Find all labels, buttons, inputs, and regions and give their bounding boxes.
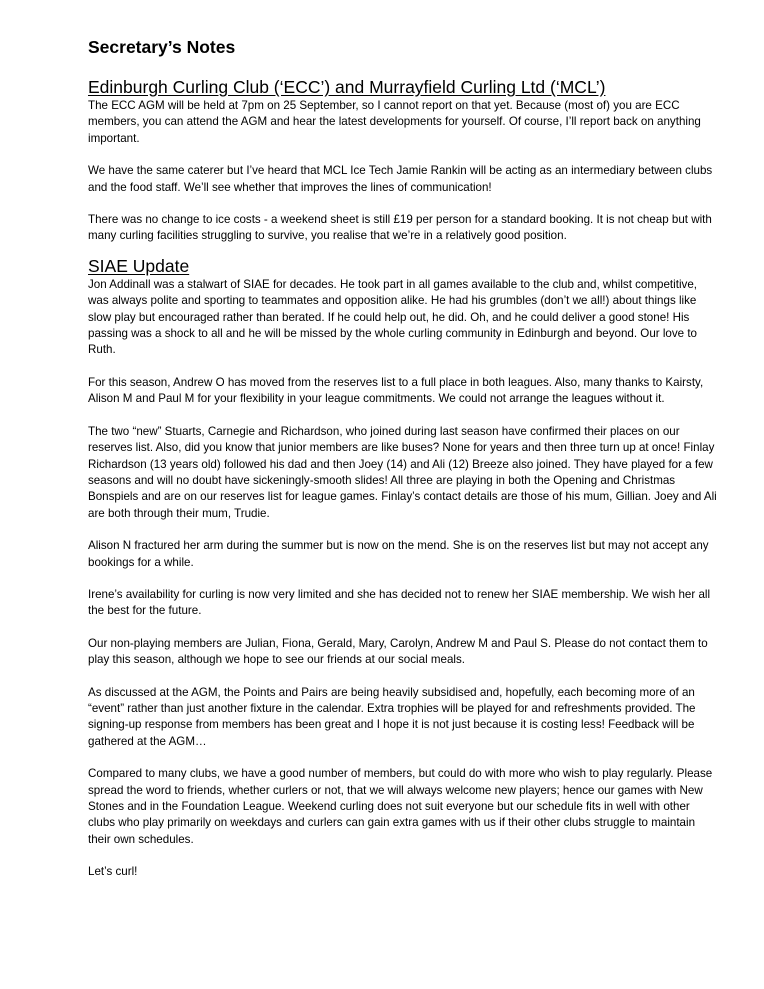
paragraph-gap [88, 408, 718, 424]
section-heading-siae-update: SIAE Update [88, 255, 190, 276]
paragraph-gap [88, 620, 718, 636]
paragraph-gap [88, 848, 718, 864]
paragraph-jon-addinall: Jon Addinall was a stalwart of SIAE for decades. He took part in all games available to the club and, whilst competitive, was always polite and sporting to teammates and opposition alike. He had his grumbles (don’t we all!) about things like slow play but encouraged rather than berated. If he could help out, he did. Oh, and he could deliver a good stone! His passing was a shock to all and he will be missed by the whole curling community in Edinburgh and beyond. Our love to Ruth. [88, 277, 698, 357]
paragraph-gap [88, 147, 718, 163]
paragraph-gap [88, 359, 718, 375]
paragraph-sign-off: Let’s curl! [88, 865, 138, 879]
section-gap [88, 245, 718, 255]
paragraph-gap [88, 750, 718, 766]
paragraph-recruitment: Compared to many clubs, we have a good number of members, but could do with more who wish to play regularly. Please spread the word to friends, whether curlers or not, that we will always welcome new players; hence our games with New Stones and in the Foundation League. Weekend curling does not suit everyone but our schedule fits in well with other clubs who play primarily on weekdays and curlers can gain extra games with us if their other clubs struggle to maintain their own schedules. [88, 767, 713, 846]
paragraph-andrew-o: For this season, Andrew O has moved from the reserves list to a full place in both leagues. Also, many thanks to Kairsty, Alison M and Paul M for your flexibility in your league commitments. We could not arrange the leagues without it. [88, 375, 704, 406]
paragraph-new-members: The two “new” Stuarts, Carnegie and Richardson, who joined during last season have confirmed their places on our reserves list. Also, did you know that junior members are like buses? None for years and then three turn up at once! Finlay Richardson (13 years old) followed his dad and then Joey (14) and Ali (12) Breeze also joined. They have played for a few seasons and will no doubt have sickeningly-smooth slides! All three are playing in both the Opening and Christmas Bonspiels and are on our reserves list for league games. Finlay’s contact details are those of his mum, Gillian. Joey and Ali are both through their mum, Trudie. [88, 424, 717, 520]
paragraph-gap [88, 571, 718, 587]
page-title: Secretary’s Notes [88, 37, 236, 57]
paragraph-alison-n: Alison N fractured her arm during the summer but is now on the mend. She is on the reserves list but may not accept any bookings for a while. [88, 539, 709, 569]
document-page [88, 36, 718, 881]
paragraph-gap [88, 522, 718, 538]
paragraph-points-pairs: As discussed at the AGM, the Points and Pairs are being heavily subsidised and, hopefully, each becoming more of an “event” rather than just another fixture in the calendar. Extra trophies will be played for and refreshments provided. The signing-up response from members has been great and I hope it is not just because it is costing less! Feedback will be gathered at the AGM… [88, 685, 696, 748]
paragraph-ice-costs: There was no change to ice costs - a weekend sheet is still £19 per person for a standard booking. It is not cheap but with many curling facilities struggling to survive, you realise that we’re in a relatively good position. [88, 213, 712, 243]
section-heading-ecc-mcl: Edinburgh Curling Club (‘ECC’) and Murrayfield Curling Ltd (‘MCL’) [88, 77, 606, 97]
paragraph-non-playing: Our non-playing members are Julian, Fiona, Gerald, Mary, Carolyn, Andrew M and Paul S. Please do not contact them to play this season, although we hope to see our friends at our social meals. [88, 636, 708, 667]
paragraph-caterer: We have the same caterer but I’ve heard that MCL Ice Tech Jamie Rankin will be acting as an intermediary between clubs and the food staff. We’ll see whether that improves the lines of communication! [88, 164, 713, 194]
paragraph-gap [88, 669, 718, 685]
paragraph-ecc-agm: The ECC AGM will be held at 7pm on 25 September, so I cannot report on that yet. Because (most of) you are ECC members, you can attend the AGM and hear the latest developments for yourself. Of course, I’ll report back on anything important. [88, 99, 701, 145]
paragraph-gap [88, 196, 718, 212]
paragraph-irene: Irene’s availability for curling is now very limited and she has decided not to renew her SIAE membership. We wish her all the best for the future. [88, 587, 711, 618]
